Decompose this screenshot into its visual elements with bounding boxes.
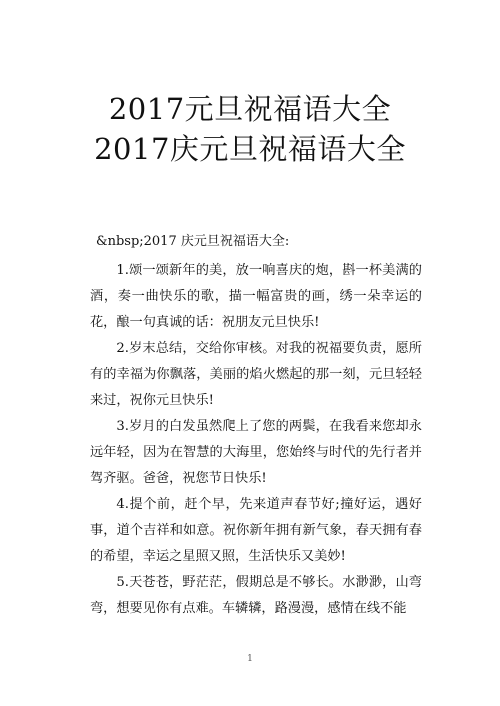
document-title-line2: 2017庆元旦祝福语大全: [94, 132, 406, 166]
paragraph-3: 3.岁月的白发虽然爬上了您的两鬓，在我看来您却永远年轻，因为在智慧的大海里，您始终与时代的先行者并驾齐驱。爸爸，祝您节日快乐!: [90, 419, 422, 486]
document-title-line1: 2017元旦祝福语大全: [108, 92, 392, 126]
paragraph-5: 5.天苍苍，野茫茫，假期总是不够长。水渺渺，山弯弯，想要见你有点难。车辚辚，路漫漫，感情在线不能: [90, 575, 422, 616]
paragraph-4: 4.提个前，赶个早，先来道声春节好;撞好运，遇好事，道个吉祥和如意。祝你新年拥有新气象，春天拥有春的希望，幸运之星照又照，生活快乐又美妙!: [90, 497, 422, 564]
document-body: [90, 258, 422, 622]
paragraph-2: 2.岁末总结，交给你审核。对我的祝福要负责，愿所有的幸福为你飘落，美丽的焰火燃起的那一刻，元旦轻轻来过，祝你元旦快乐!: [90, 341, 422, 408]
page-number: 1: [247, 654, 253, 664]
intro-line: &nbsp;2017 庆元旦祝福语大全:: [96, 234, 290, 249]
paragraph-1: 1.颂一颂新年的美，放一响喜庆的炮，斟一杯美满的酒，奏一曲快乐的歌，描一幅富贵的画，绣一朵幸运的花，酿一句真诚的话：祝朋友元旦快乐!: [90, 263, 422, 330]
